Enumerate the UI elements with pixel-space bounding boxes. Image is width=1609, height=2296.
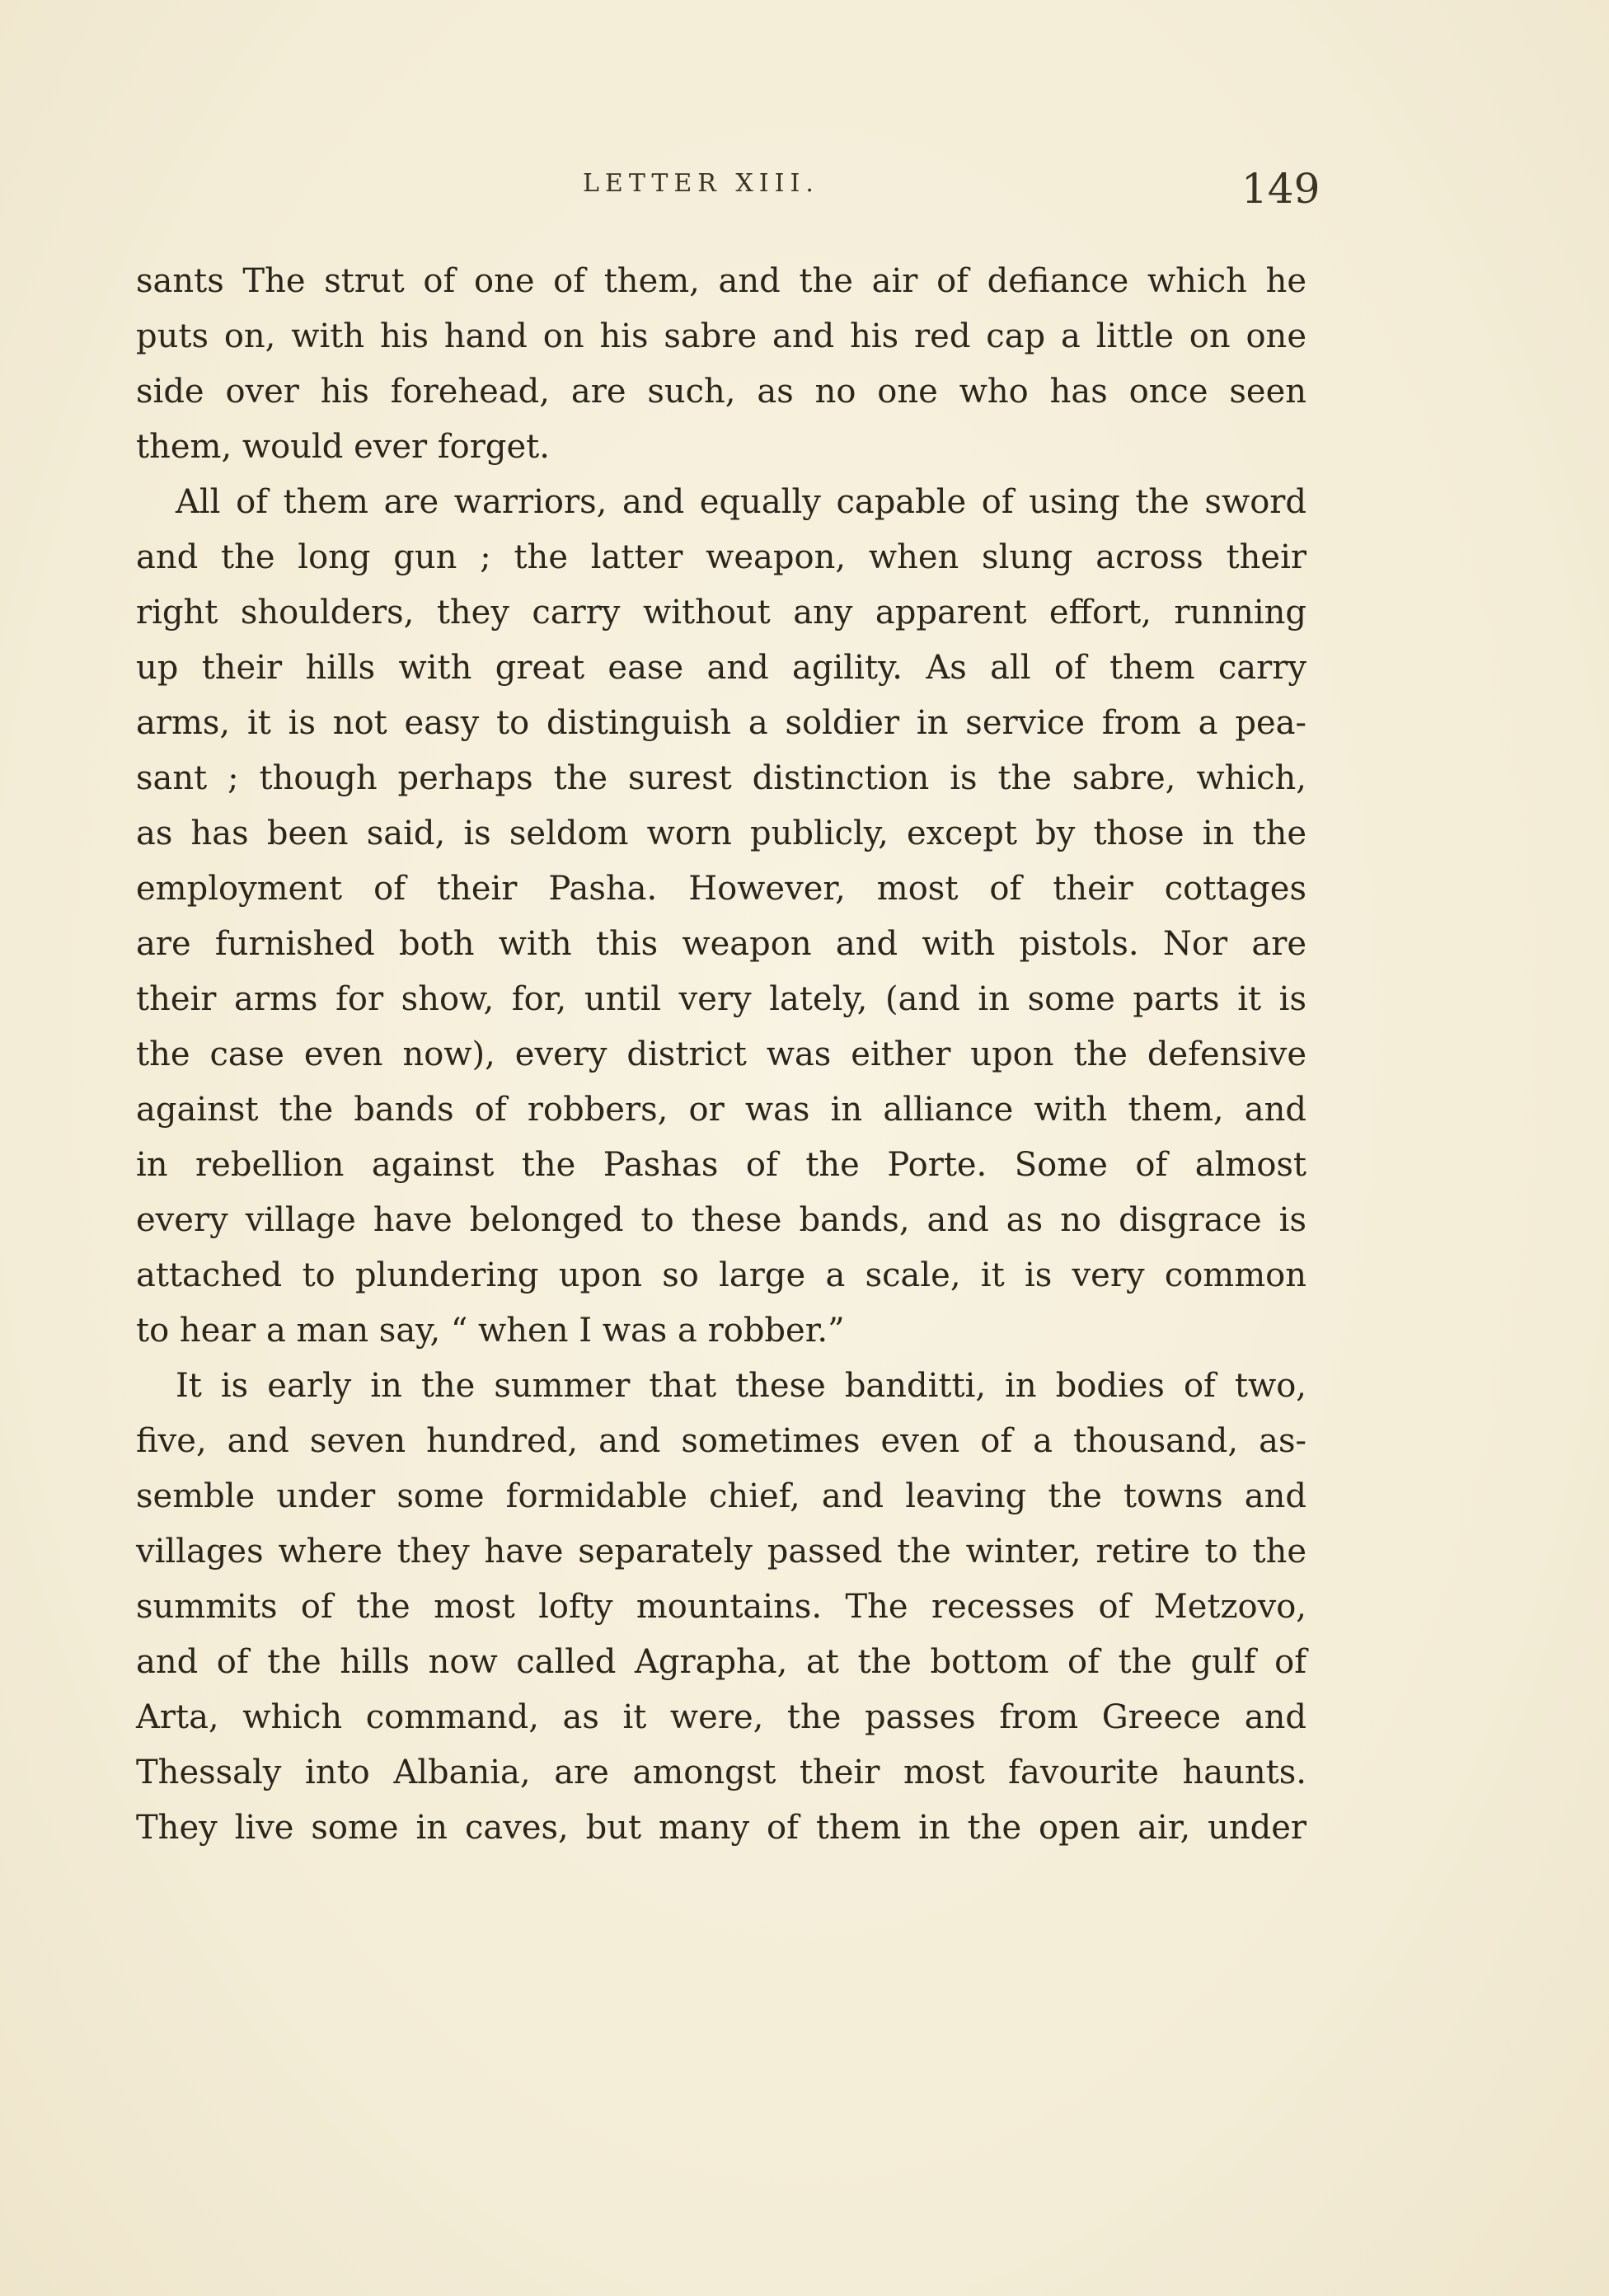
text-line: sants The strut of one of them, and the air of defiance which he: [136, 262, 1306, 300]
text-line: as has been said, is seldom worn publicly, except by those in the: [136, 815, 1306, 852]
text-line: up their hills with great ease and agility. As all of them carry: [136, 649, 1306, 687]
text-line: attached to plundering upon so large a scale, it is very common: [136, 1256, 1306, 1294]
text-line: They live some in caves, but many of them in the open air, under: [136, 1809, 1306, 1847]
text-line: arms, it is not easy to distinguish a soldier in service from a pea-: [136, 704, 1306, 742]
text-line: All of them are warriors, and equally capable of using the sword: [176, 483, 1306, 521]
running-head: LETTER XIII.: [583, 169, 819, 198]
text-line: right shoulders, they carry without any apparent effort, running: [136, 594, 1306, 632]
text-line: are furnished both with this weapon and with pistols. Nor are: [136, 925, 1306, 963]
text-line: the case even now), every district was either upon the defensive: [136, 1035, 1306, 1073]
text-line: summits of the most lofty mountains. The recesses of Metzovo,: [136, 1588, 1306, 1626]
text-line: Thessaly into Albania, are amongst their most favourite haunts.: [136, 1754, 1306, 1791]
text-line: five, and seven hundred, and sometimes even of a thousand, as-: [136, 1422, 1306, 1460]
text-line: against the bands of robbers, or was in alliance with them, and: [136, 1091, 1306, 1129]
text-line: It is early in the summer that these banditti, in bodies of two,: [176, 1367, 1306, 1405]
text-line: side over his forehead, are such, as no one who has once seen: [136, 373, 1306, 411]
text-line: sant ; though perhaps the surest distinction is the sabre, which,: [136, 759, 1306, 797]
text-line: and of the hills now called Agrapha, at the bottom of the gulf of: [136, 1643, 1306, 1681]
text-line: every village have belonged to these bands, and as no disgrace is: [136, 1201, 1306, 1239]
text-line: Arta, which command, as it were, the passes from Greece and: [136, 1698, 1306, 1736]
text-line: villages where they have separately passed the winter, retire to the: [136, 1533, 1306, 1571]
page-number: 149: [1241, 165, 1321, 213]
text-line: them, would ever forget.: [136, 428, 550, 466]
text-line: in rebellion against the Pashas of the Porte. Some of almost: [136, 1146, 1306, 1184]
text-line: to hear a man say, “ when I was a robber.”: [136, 1312, 845, 1350]
body-text: [136, 254, 1306, 1856]
text-line: puts on, with his hand on his sabre and his red cap a little on one: [136, 317, 1306, 355]
text-line: semble under some formidable chief, and leaving the towns and: [136, 1477, 1306, 1515]
text-line: employment of their Pasha. However, most of their cottages: [136, 870, 1306, 908]
text-line: their arms for show, for, until very lately, (and in some parts it is: [136, 980, 1306, 1018]
text-line: and the long gun ; the latter weapon, when slung across their: [136, 538, 1306, 576]
